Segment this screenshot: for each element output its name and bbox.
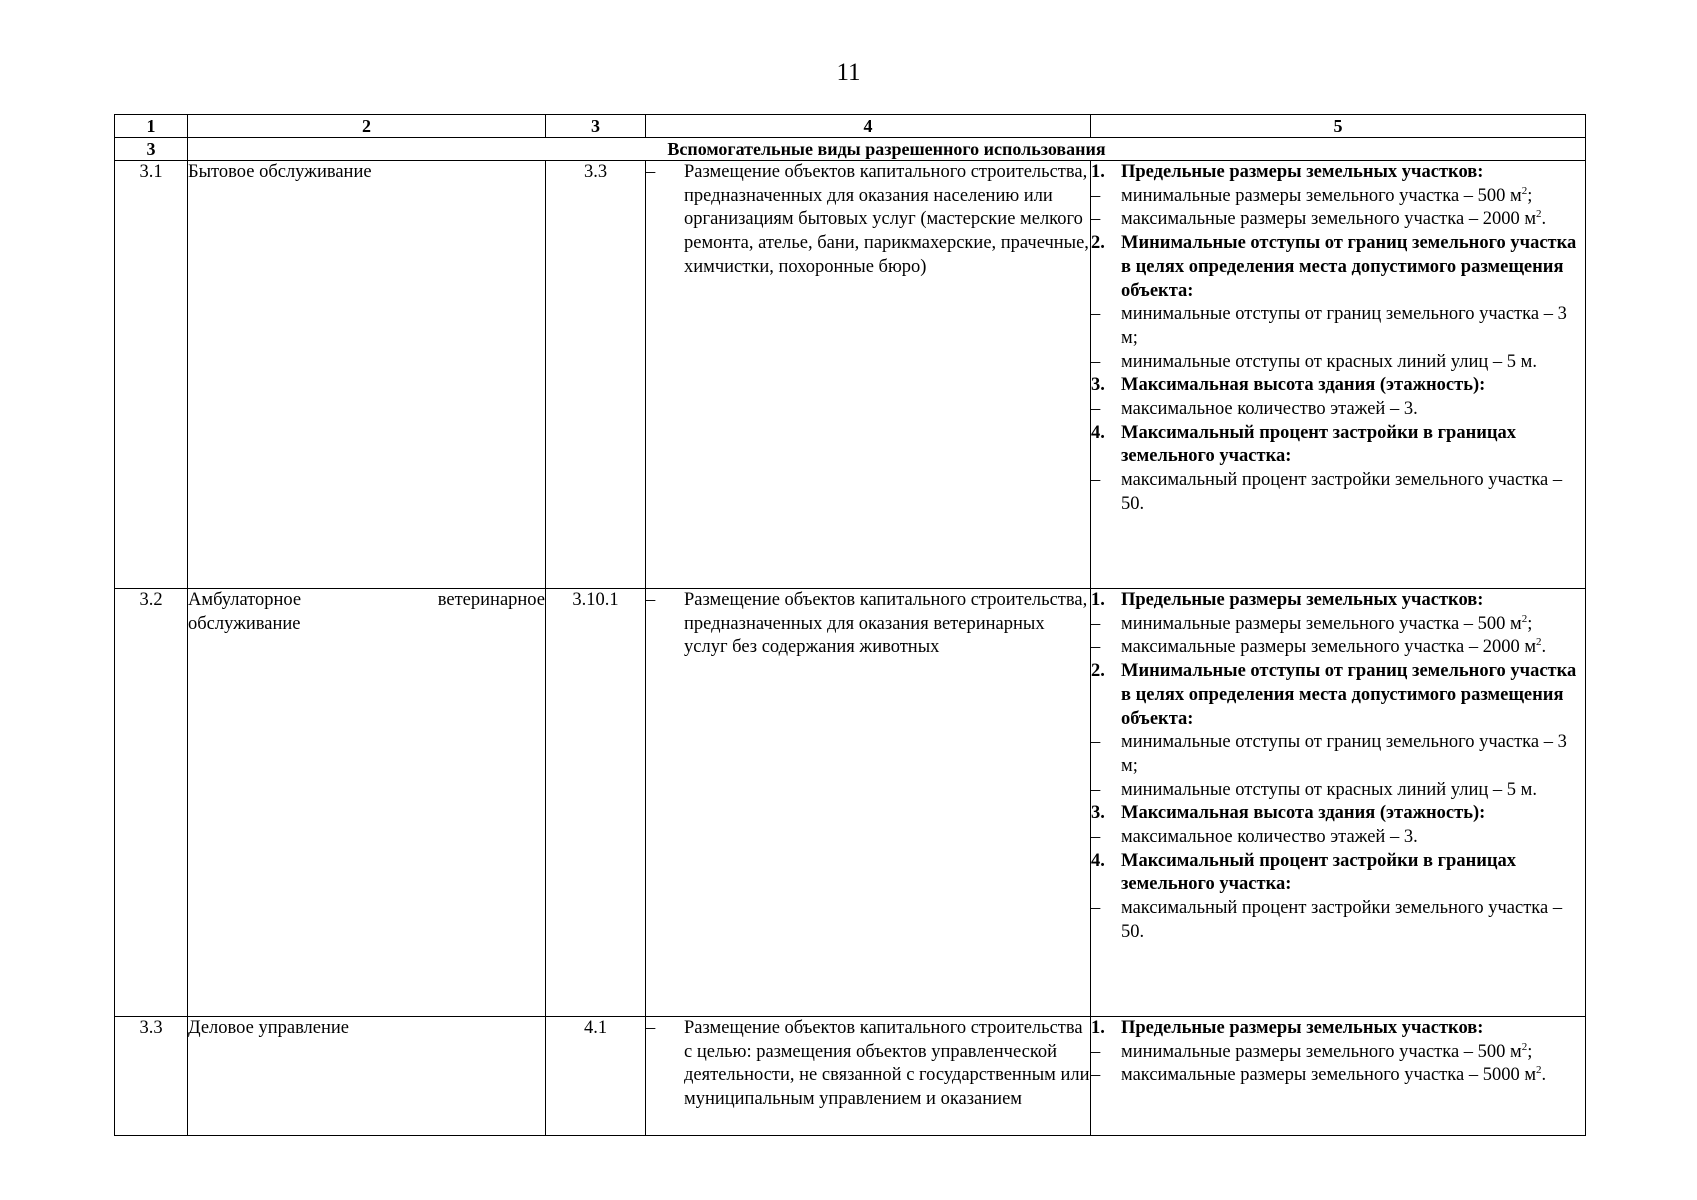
table-row [115,589,1586,1017]
parameter-heading [1091,232,1585,303]
parameter-text: Максимальный процент застройки в границах земельного участка: [1121,422,1517,467]
section-title: Вспомогательные виды разрешенного использования [188,138,1586,161]
parameter-heading [1091,660,1585,731]
land-use-name-line: Амбулаторное ветеринарное [188,590,545,610]
parameter-text: минимальные размеры земельного участка – 500 $м^2$; [1121,1040,1533,1062]
dash-marker: – [1091,209,1101,230]
description-item [646,161,1090,280]
number-marker: 1. [1091,162,1105,182]
dash-marker: – [1091,185,1101,206]
parameter-text: Максимальная высота здания (этажность): [1121,375,1486,396]
parameter-item [1091,1041,1585,1065]
description-item [646,589,1090,660]
parameter-text: Минимальные отступы от границ земельного участка в целях определения места допустимого размещения объекта: [1121,233,1577,301]
dash-marker: – [1091,779,1101,800]
land-use-description [646,161,1091,589]
number-marker: 1. [1091,590,1105,610]
parameter-text: минимальные отступы от красных линий улиц – 5 м. [1121,779,1537,800]
parameter-text: максимальные размеры земельного участка – 2000 $м^2$. [1121,636,1547,658]
table-row [115,161,1586,589]
header-cell: 4 [646,115,1091,138]
zoning-table [114,114,1586,1136]
superscript: 2 [1521,1040,1528,1053]
land-use-code: 4.1 [546,1017,646,1136]
parameter-item [1091,303,1585,350]
parameter-item [1091,636,1585,660]
parameter-text: Минимальные отступы от границ земельного участка в целях определения места допустимого размещения объекта: [1121,661,1577,729]
row-number: 3.2 [115,589,188,1017]
number-marker: 1. [1091,1018,1105,1038]
parameters-cell [1091,589,1586,1017]
dash-marker: – [1091,351,1101,372]
parameter-text: минимальные отступы от границ земельного участка – 3 м; [1121,732,1567,776]
land-use-name [188,589,546,1017]
parameter-text: максимальное количество этажей – 3. [1121,827,1418,848]
parameter-text: минимальные отступы от границ земельного участка – 3 м; [1121,304,1567,348]
dash-marker: – [646,590,656,610]
land-use-name-line: Бытовое обслуживание [188,162,372,182]
land-use-name-line: обслуживание [188,613,301,634]
number-marker: 3. [1091,803,1105,824]
parameter-heading [1091,589,1585,613]
header-cell: 3 [546,115,646,138]
section-number: 3 [115,138,188,161]
parameter-text: минимальные отступы от красных линий улиц – 5 м. [1121,351,1537,372]
dash-marker: – [1091,399,1101,420]
parameter-heading [1091,1017,1585,1041]
parameter-text: максимальные размеры земельного участка – 5000 $м^2$. [1121,1064,1547,1086]
dash-marker: – [1091,1065,1101,1086]
number-marker: 4. [1091,422,1105,443]
parameter-heading [1091,850,1585,897]
parameter-item [1091,351,1585,375]
parameter-heading [1091,802,1585,826]
parameter-heading [1091,374,1585,398]
parameter-item [1091,826,1585,850]
row-number: 3.1 [115,161,188,589]
parameter-text: Предельные размеры земельных участков: [1121,590,1484,610]
land-use-name [188,161,546,589]
parameters-cell [1091,161,1586,589]
description-item [646,1017,1090,1112]
description-text: Размещение объектов капитального строительства, предназначенных для оказания населению или организациям бытовых услуг (мастерские мелкого ремонта, ателье, бани, парикмахерские, прачечные, химчистки, похоронные бюро) [684,162,1089,277]
parameter-text: минимальные размеры земельного участка – 500 $м^2$; [1121,184,1533,206]
table-row [115,1017,1586,1136]
superscript: 2 [1536,636,1542,649]
parameter-heading [1091,422,1585,469]
number-marker: 4. [1091,850,1105,871]
parameter-item [1091,398,1585,422]
dash-marker: – [1091,470,1101,491]
parameter-item [1091,208,1585,232]
parameter-text: максимальное количество этажей – 3. [1121,399,1418,420]
superscript: 2 [1521,184,1528,197]
dash-marker: – [1091,613,1101,634]
parameter-text: максимальные размеры земельного участка – 2000 $м^2$. [1121,208,1547,230]
section-row [115,138,1586,161]
land-use-description [646,1017,1091,1136]
dash-marker: – [1091,1041,1101,1062]
parameter-text: Максимальный процент застройки в границах земельного участка: [1121,850,1517,895]
parameter-heading [1091,161,1585,185]
dash-marker: – [1091,732,1101,753]
superscript: 2 [1521,612,1528,625]
header-row [115,115,1586,138]
page-number: 11 [836,59,861,86]
land-use-code: 3.10.1 [546,589,646,1017]
parameter-text: Предельные размеры земельных участков: [1121,1018,1484,1038]
parameter-item [1091,613,1585,637]
parameter-item [1091,731,1585,778]
dash-marker: – [1091,898,1101,919]
land-use-code: 3.3 [546,161,646,589]
superscript: 2 [1536,1064,1542,1077]
land-use-description [646,589,1091,1017]
description-text: Размещение объектов капитального строительства с целью: размещения объектов управленческой деятельности, не связанной с государственным или муниципальным управлением и оказанием [684,1018,1090,1110]
parameter-text: Максимальная высота здания (этажность): [1121,803,1486,824]
row-number: 3.3 [115,1017,188,1136]
number-marker: 2. [1091,661,1105,682]
dash-marker: – [1091,304,1101,325]
land-use-name [188,1017,546,1136]
parameters-cell [1091,1017,1586,1136]
dash-marker: – [646,162,656,182]
parameter-item [1091,1064,1585,1088]
parameter-item [1091,185,1585,209]
dash-marker: – [1091,637,1101,658]
number-marker: 3. [1091,375,1105,396]
parameter-item [1091,779,1585,803]
parameter-text: максимальный процент застройки земельного участка – 50. [1121,470,1563,514]
parameter-text: максимальный процент застройки земельного участка – 50. [1121,898,1563,942]
dash-marker: – [646,1018,656,1038]
land-use-name-line: Деловое управление [188,1018,350,1038]
header-cell: 5 [1091,115,1586,138]
description-text: Размещение объектов капитального строительства, предназначенных для оказания ветеринарных услуг без содержания животных [684,590,1088,658]
parameter-text: Предельные размеры земельных участков: [1121,162,1484,182]
header-cell: 1 [115,115,188,138]
parameter-item [1091,469,1585,516]
number-marker: 2. [1091,233,1105,254]
header-cell: 2 [188,115,546,138]
parameter-item [1091,897,1585,944]
dash-marker: – [1091,827,1101,848]
parameter-text: минимальные размеры земельного участка – 500 $м^2$; [1121,612,1533,634]
superscript: 2 [1536,208,1542,221]
